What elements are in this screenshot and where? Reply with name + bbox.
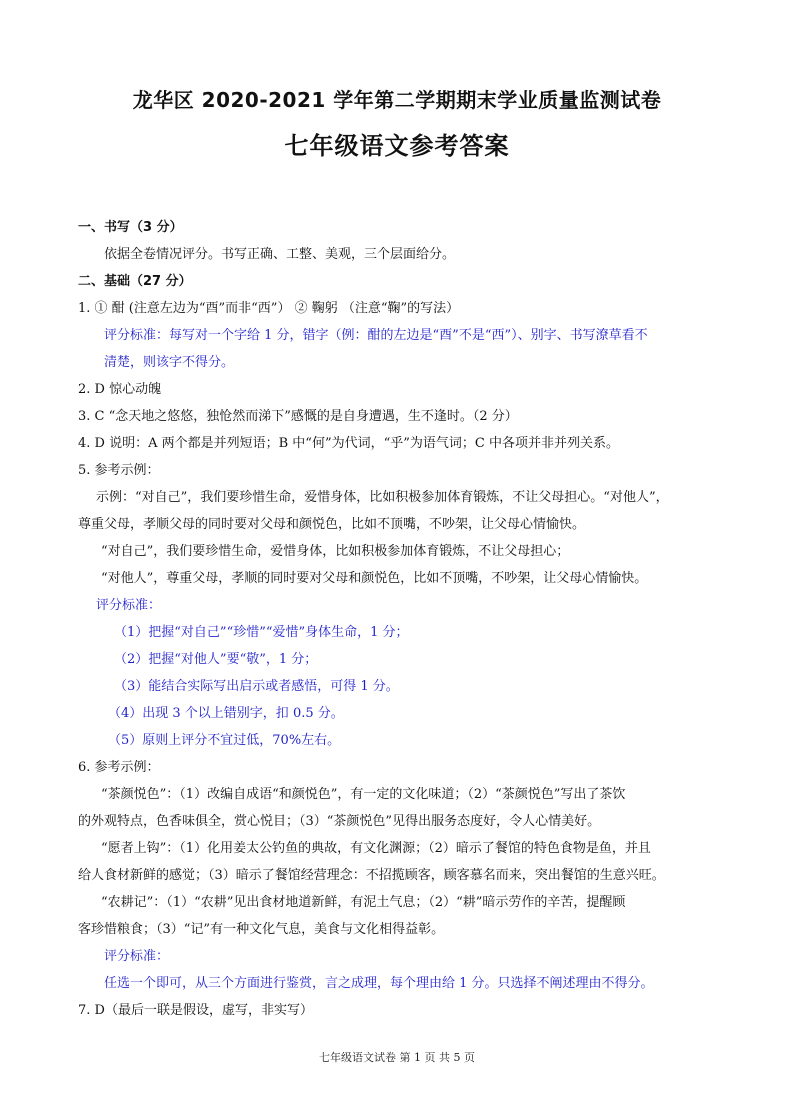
answer-key-title: 七年级语文参考答案 [284, 132, 510, 160]
q5-scoring-5: （5）原则上评分不宜过低，70%左右。 [108, 733, 341, 748]
q2-answer: 2. D 惊心动魄 [78, 382, 162, 397]
q6-scoring-heading: 评分标准： [104, 949, 170, 964]
q6-fish-line1: “愿者上钩”：（1）化用姜太公钓鱼的典故，有文化渊源；（2）暗示了餐馆的特色食物是鱼，并且 [101, 841, 651, 856]
q5-scoring-2: （2）把握“对他人”要“敬”，1 分； [114, 652, 318, 667]
q5-example-line3: “对自己”，我们要珍惜生命，爱惜身体，比如积极参加体育锻炼，不让父母担心； [101, 544, 570, 559]
q6-fish-line2: 给人食材新鲜的感觉；（3）暗示了餐馆经营理念：不招揽顾客，顾客慕名而来，突出餐馆的生意兴旺。 [78, 868, 665, 883]
q5-example-line4: “对他人”，尊重父母，孝顺的同时要对父母和颜悦色，比如不顶嘴，不吵架，让父母心情愉快。 [101, 571, 648, 586]
q1-scoring-line2: 清楚，则该字不得分。 [104, 355, 235, 370]
q5-example-line2: 尊重父母，孝顺父母的同时要对父母和颜悦色，比如不顶嘴，不吵架，让父母心情愉快。 [78, 517, 586, 532]
q6-heading: 6. 参考示例： [78, 760, 160, 775]
section-2-heading: 二、基础（27 分） [78, 274, 192, 289]
q5-scoring-heading: 评分标准： [96, 598, 162, 613]
q5-heading: 5. 参考示例： [78, 463, 160, 478]
q5-scoring-4: （4）出现 3 个以上错别字，扣 0.5 分。 [108, 706, 344, 721]
q3-answer: 3. C “念天地之悠悠，独怆然而涕下”感慨的是自身遭遇，生不逢时。（2 分） [78, 409, 518, 424]
q7-answer: 7. D（最后一联是假设，虚写，非实写） [78, 1003, 313, 1018]
section-1-criteria: 依据全卷情况评分。书写正确、工整、美观，三个层面给分。 [104, 247, 456, 262]
page-footer: 七年级语文试卷 第 1 页 共 5 页 [319, 1051, 475, 1064]
q6-scoring-text: 任选一个即可，从三个方面进行鉴赏，言之成理，每个理由给 1 分。只选择不阐述理由不得分。 [104, 976, 654, 991]
q6-farm-line1: “农耕记”：（1）“农耕”见出食材地道新鲜，有泥土气息；（2）“耕”暗示劳作的辛苦，提醒顾 [101, 895, 626, 910]
q6-farm-line2: 客珍惜粮食；（3）“记”有一种文化气息，美食与文化相得益彰。 [78, 922, 445, 937]
exam-title: 龙华区 2020-2021 学年第二学期期末学业质量监测试卷 [132, 88, 662, 112]
q6-tea-line2: 的外观特点，色香味俱全，赏心悦目；（3）“茶颜悦色”见得出服务态度好，令人心情美好。 [78, 814, 601, 829]
q5-scoring-1: （1）把握“对自己”“珍惜”“爱惜”身体生命，1 分； [114, 625, 409, 640]
q1-scoring-line1: 评分标准：每写对一个字给 1 分，错字（例：酣的左边是“酉”不是“西”）、别字、书写潦草看不 [104, 328, 648, 343]
q5-example-line1: 示例：“对自己”，我们要珍惜生命，爱惜身体，比如积极参加体育锻炼，不让父母担心。“对他人”， [96, 490, 669, 505]
q5-scoring-3: （3）能结合实际写出启示或者感悟，可得 1 分。 [114, 679, 399, 694]
q1-answer: 1. ① 酣 (注意左边为“酉”而非“西”） ② 鞠躬 （注意“鞠”的写法） [78, 301, 460, 316]
q6-tea-line1: “茶颜悦色”：（1）改编自成语“和颜悦色”，有一定的文化味道；（2）“茶颜悦色”写出了茶饮 [101, 787, 626, 802]
q4-answer: 4. D 说明：A 两个都是并列短语；B 中“何”为代词，“乎”为语气词；C 中各项并非并列关系。 [78, 436, 619, 451]
section-1-heading: 一、书写（3 分） [78, 220, 183, 235]
